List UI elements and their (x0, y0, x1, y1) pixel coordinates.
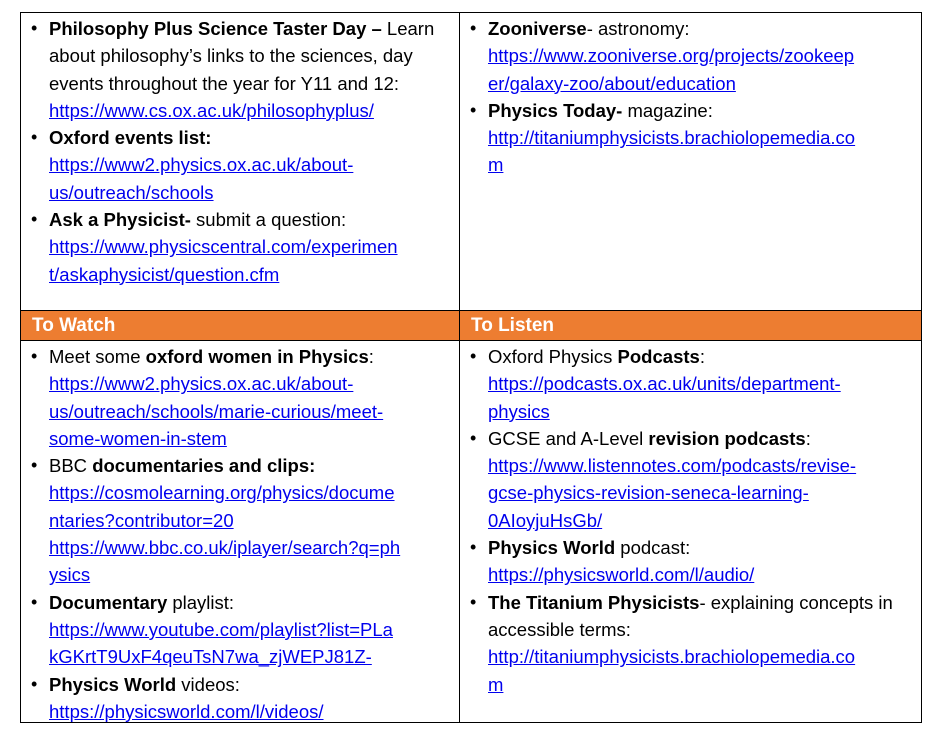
header-to-listen: To Listen (471, 315, 555, 336)
item-title: Podcasts (617, 346, 700, 367)
item-text: Meet some (49, 346, 146, 367)
oxford-women-link[interactable]: https://www2.physics.ox.ac.uk/about- us/outreach/schools/marie-curious/meet- some-women-in-stem (49, 373, 384, 449)
cell-top-left (21, 13, 459, 288)
item-text: : (805, 427, 811, 449)
item-title: documentaries and clips: (92, 455, 316, 477)
cosmolearning-link[interactable]: https://cosmolearning.org/physics/docume ntaries?contributor=20 (49, 482, 395, 531)
item-text: events throughout the year for Y11 and 12: (49, 72, 400, 94)
list-to-watch (31, 343, 453, 725)
list-item-documentary-playlist (31, 589, 453, 671)
item-text: magazine: (622, 99, 713, 121)
list-item-titanium-physicists (470, 589, 915, 698)
item-text: : (368, 346, 374, 367)
youtube-playlist-link[interactable]: https://www.youtube.com/playlist?list=PLa kGKrtT9UxF4qeuTsN7wa_zjWEPJ81Z- (49, 618, 393, 668)
item-text: accessible terms: (488, 618, 631, 640)
list-item-revision-podcasts (470, 425, 915, 534)
table-row-reading (21, 13, 921, 311)
item-title: revision podcasts (648, 427, 806, 449)
table-header-row (21, 311, 921, 341)
table-row-media (21, 341, 921, 722)
item-text: - explaining concepts in (699, 591, 893, 613)
cell-to-listen (460, 341, 921, 698)
header-to-watch: To Watch (32, 315, 116, 336)
listennotes-link[interactable]: https://www.listennotes.com/podcasts/revise- gcse-physics-revision-seneca-learning- 0AIoyjuHsGb/ (488, 455, 857, 531)
item-text: podcast: (615, 537, 691, 559)
item-title: Ask a Physicist- (49, 209, 191, 231)
list-item-philosophy-plus (31, 15, 453, 124)
item-text: - astronomy: (586, 18, 690, 39)
list-item-bbc-documentaries (31, 452, 453, 588)
item-text: playlist: (167, 591, 235, 613)
physics-world-audio-link[interactable]: https://physicsworld.com/l/audio/ (488, 564, 755, 586)
oxford-events-link[interactable]: https://www2.physics.ox.ac.uk/about- us/outreach/schools (49, 154, 354, 203)
philosophy-plus-link[interactable]: https://www.cs.ox.ac.uk/philosophyplus/ (49, 99, 374, 121)
item-title: The Titanium Physicists (488, 591, 700, 613)
item-text: : (699, 346, 705, 367)
list-top-left (31, 15, 453, 288)
item-title: Documentary (49, 591, 168, 613)
item-text: videos: (176, 673, 240, 695)
list-item-oxford-podcasts (470, 343, 915, 425)
list-item-physics-world-videos (31, 671, 453, 726)
cell-top-right (460, 13, 921, 179)
bbc-iplayer-link[interactable]: https://www.bbc.co.uk/iplayer/search?q=ph ysics (49, 537, 401, 586)
item-text: GCSE and A-Level (488, 427, 649, 449)
item-title: oxford women in Physics (145, 346, 369, 367)
item-text: BBC (49, 455, 93, 477)
titanium-physicists-link[interactable]: http://titaniumphysicists.brachiolopemedia.co m (488, 646, 856, 695)
item-title: Philosophy Plus Science Taster Day – (49, 18, 382, 39)
list-item-ask-a-physicist (31, 206, 453, 288)
list-top-right (470, 15, 915, 179)
list-item-physics-today (470, 97, 915, 179)
item-title: Oxford events list: (49, 127, 212, 149)
item-text: Oxford Physics (488, 346, 618, 367)
ask-a-physicist-link[interactable]: https://www.physicscentral.com/experimen t/askaphysicist/question.cfm (49, 236, 398, 285)
list-to-listen (470, 343, 915, 698)
item-title: Zooniverse (488, 18, 587, 39)
zooniverse-link[interactable]: https://www.zooniverse.org/projects/zookeep er/galaxy-zoo/about/education (488, 45, 855, 94)
physics-today-link[interactable]: http://titaniumphysicists.brachiolopemedia.co m (488, 127, 856, 176)
item-title: Physics World (49, 673, 177, 695)
list-item-zooniverse (470, 15, 915, 97)
item-text: Learn (381, 18, 435, 39)
cell-to-watch (21, 341, 459, 725)
oxford-podcasts-link[interactable]: https://podcasts.ox.ac.uk/units/department- physics (488, 373, 841, 422)
item-title: Physics Today- (488, 99, 623, 121)
item-title: Physics World (488, 537, 616, 559)
list-item-oxford-women (31, 343, 453, 452)
resource-table (20, 12, 922, 723)
list-item-physics-world-podcast (470, 534, 915, 589)
physics-world-videos-link[interactable]: https://physicsworld.com/l/videos/ (49, 700, 324, 722)
list-item-oxford-events (31, 124, 453, 206)
item-text: submit a question: (190, 209, 347, 231)
item-text: about philosophy’s links to the sciences, day (49, 45, 413, 67)
